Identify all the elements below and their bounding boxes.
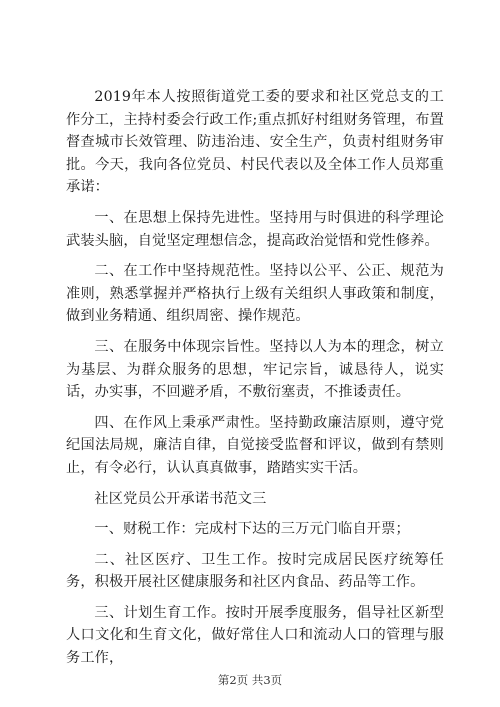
paragraph-pledge-3: 三、在服务中体现宗旨性。坚持以人为本的理念，树立为基层、为群众服务的思想，牢记宗旨，诚恳待人，说实话，办实事，不回避矛盾，不敷衍塞责，不推诿责任。 (66, 338, 444, 401)
paragraph-item-3: 三、计划生育工作。按时开展季度服务，倡导社区新型人口文化和生育文化，做好常住人口和流动人口的管理与服务工作， (66, 604, 444, 667)
page-number-footer: 第2页 共3页 (217, 673, 283, 687)
paragraph-pledge-1: 一、在思想上保持先进性。坚持用与时俱进的科学理论武装头脑，自觉坚定理想信念，提高政治觉悟和党性修养。 (66, 209, 444, 249)
document-body (66, 86, 444, 678)
section-title: 社区党员公开承诺书范文三 (94, 490, 267, 507)
paragraph-pledge-2: 二、在工作中坚持规范性。坚持以公平、公正、规范为准则，熟悉掌握并严格执行上级有关组织人事政策和制度，做到业务精通、组织周密、操作规范。 (66, 263, 444, 325)
paragraph-pledge-4: 四、在作风上秉承严肃性。坚持勤政廉洁原则，遵守党纪国法局规，廉洁自律，自觉接受监督和评议，做到有禁则止，有令必行，认认真真做事，踏踏实实干活。 (66, 414, 444, 476)
paragraph-item-1: 一、财税工作：完成村下达的三万元门临自开票； (94, 521, 410, 538)
paragraph-item-2: 二、社区医疗、卫生工作。按时完成居民医疗统筹任务，积极开展社区健康服务和社区内食品、药品等工作。 (66, 551, 444, 591)
paragraph-intro: 2019年本人按照街道党工委的要求和社区党总支的工作分工，主持村委会行政工作;重点抓好村组财务管理，布置督查城市长效管理、防违治违、安全生产，负责村组财务审批。今天，我向各位党员、村民代表以及全体工作人员郑重承诺： (66, 89, 444, 196)
